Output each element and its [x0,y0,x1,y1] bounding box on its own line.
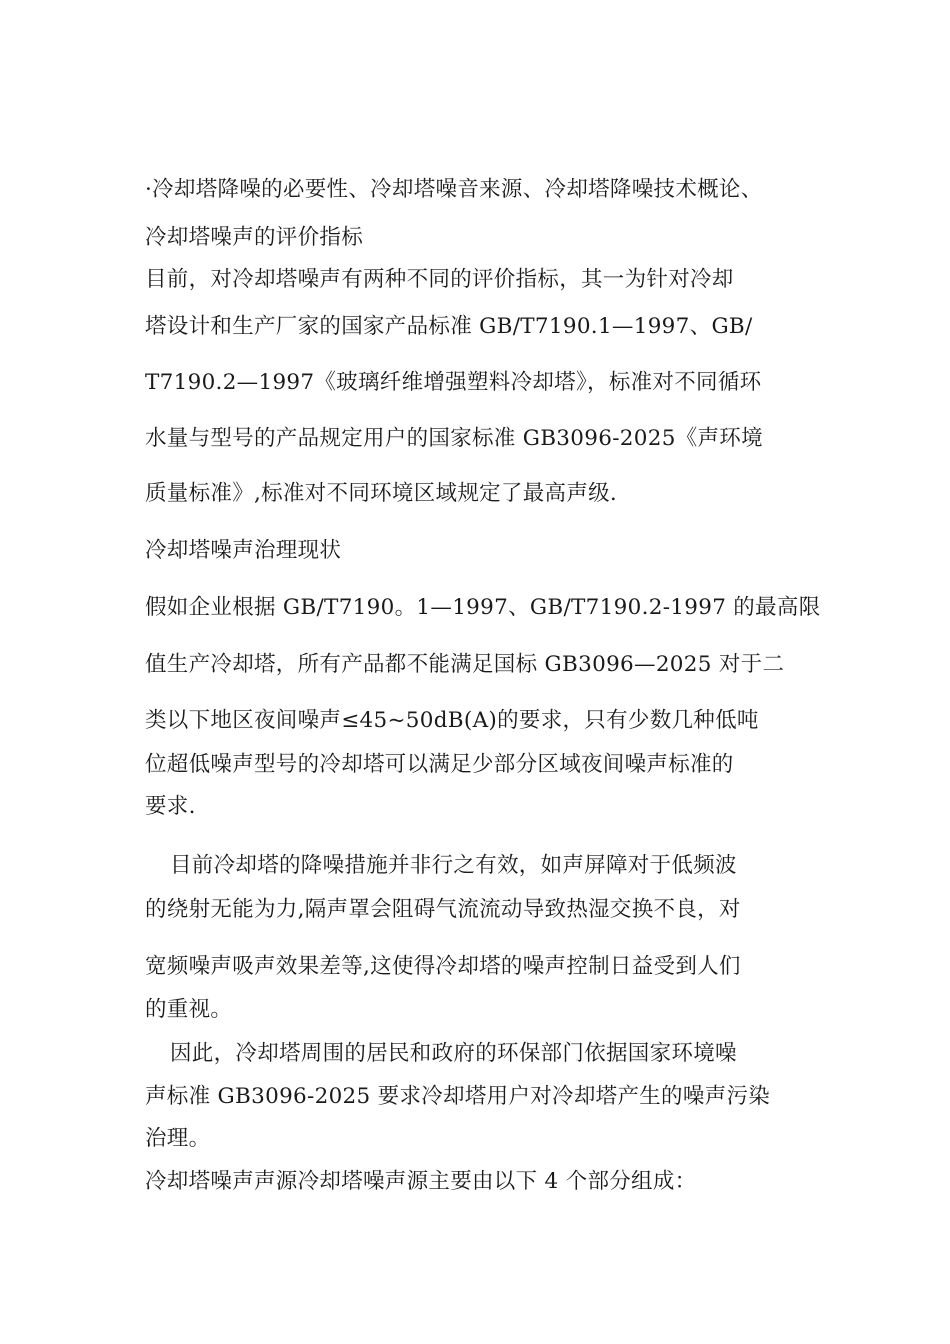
section-heading-line-2: 冷却塔噪声的评价指标 [145,225,364,250]
paragraph-line: 目前，对冷却塔噪声有两种不同的评价指标，其一为针对冷却 [145,267,734,292]
paragraph-line: 值生产冷却塔，所有产品都不能满足国标 GB3096—2025 对于二 [145,652,785,677]
paragraph-line: 质量标准》,标准对不同环境区域规定了最高声级. [145,481,618,506]
paragraph-line: 的绕射无能为力,隔声罩会阻碍气流流动导致热湿交换不良，对 [145,897,741,922]
paragraph-line: 宽频噪声吸声效果差等,这使得冷却塔的噪声控制日益受到人们 [145,954,741,979]
section-heading-line-1: ·冷却塔降噪的必要性、冷却塔噪音来源、冷却塔降噪技术概论、 [145,177,763,202]
paragraph-line: 目前冷却塔的降噪措施并非行之有效，如声屏障对于低频波 [170,853,737,878]
paragraph-line: 类以下地区夜间噪声≤45~50dB(A)的要求，只有少数几种低吨 [145,708,759,733]
paragraph-line: 声标准 GB3096-2025 要求冷却塔用户对冷却塔产生的噪声污染 [145,1084,771,1109]
paragraph-line: 治理。 [145,1126,211,1151]
subheading: 冷却塔噪声治理现状 [145,538,342,563]
paragraph-line: T7190.2—1997《玻璃纤维增强塑料冷却塔》，标准对不同循环 [145,370,762,395]
paragraph-line: 塔设计和生产厂家的国家产品标准 GB/T7190.1—1997、GB/ [145,314,753,339]
paragraph-line: 要求. [145,794,196,819]
paragraph-line: 的重视。 [145,997,233,1022]
paragraph-line: 水量与型号的产品规定用户的国家标准 GB3096-2025《声环境 [145,426,763,451]
paragraph-line: 冷却塔噪声声源冷却塔噪声源主要由以下 4 个部分组成： [145,1169,697,1194]
paragraph-line: 假如企业根据 GB/T7190。1—1997、GB/T7190.2-1997 的最高限 [145,595,821,620]
paragraph-line: 位超低噪声型号的冷却塔可以满足少部分区域夜间噪声标准的 [145,752,734,777]
paragraph-line: 因此，冷却塔周围的居民和政府的环保部门依据国家环境噪 [170,1041,737,1066]
